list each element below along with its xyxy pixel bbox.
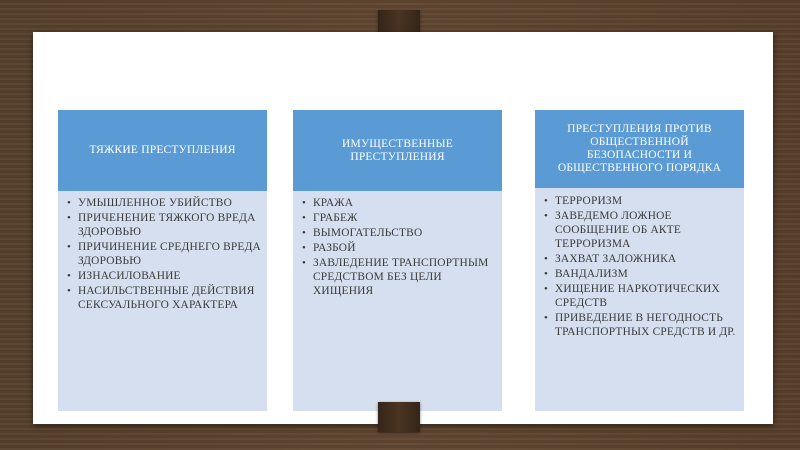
bullet-icon: • [544, 195, 549, 207]
list-item [541, 267, 738, 281]
bullet-icon: • [67, 197, 72, 209]
crime-list [299, 196, 496, 298]
list-item-text: ЗАВЕДЕМО ЛОЖНОЕ СООБЩЕНИЕ ОБ АКТЕ ТЕРРОРИЗМА [555, 210, 682, 250]
tape-bottom [378, 402, 420, 432]
list-item-text: ХИЩЕНИЕ НАРКОТИЧЕСКИХ СРЕДСТВ [555, 283, 720, 309]
bullet-icon: • [302, 227, 307, 239]
slide [33, 32, 773, 424]
list-item-text: ВЫМОГАТЕЛЬСТВО [313, 227, 423, 239]
list-item [541, 282, 738, 310]
list-item-text: КРАЖА [313, 197, 354, 209]
bullet-icon: • [302, 257, 307, 269]
list-item [299, 196, 496, 210]
list-item-text: ЗАВЛЕДЕНИЕ ТРАНСПОРТНЫМ СРЕДСТВОМ БЕЗ ЦЕЛИ ХИЩЕНИЯ [313, 257, 489, 297]
bullet-icon: • [302, 212, 307, 224]
bullet-icon: • [67, 241, 72, 253]
list-item [299, 226, 496, 240]
list-item [541, 194, 738, 208]
bullet-icon: • [544, 312, 549, 324]
list-item [299, 241, 496, 255]
bullet-icon: • [544, 283, 549, 295]
list-item-text: РАЗБОЙ [313, 242, 356, 254]
list-item-text: НАСИЛЬСТВЕННЫЕ ДЕЙСТВИЯ СЕКСУАЛЬНОГО ХАРАКТЕРА [78, 285, 255, 311]
bullet-icon: • [302, 197, 307, 209]
list-item-text: ПРИЧИНЕНИЕ СРЕДНЕГО ВРЕДА ЗДОРОВЬЮ [78, 241, 261, 267]
bullet-icon: • [67, 285, 72, 297]
column-header: ТЯЖКИЕ ПРЕСТУПЛЕНИЯ [58, 110, 267, 191]
column-body [58, 190, 267, 411]
list-item [64, 269, 261, 283]
list-item [299, 256, 496, 298]
column-body [293, 190, 502, 411]
list-item-text: ГРАБЕЖ [313, 212, 358, 224]
bullet-icon: • [302, 242, 307, 254]
list-item [541, 209, 738, 251]
list-item [541, 252, 738, 266]
column-header: ПРЕСТУПЛЕНИЯ ПРОТИВ ОБЩЕСТВЕННОЙ БЕЗОПАСНОСТИ И ОБЩЕСТВЕННОГО ПОРЯДКА [535, 110, 744, 188]
column-header: ИМУЩЕСТВЕННЫЕ ПРЕСТУПЛЕНИЯ [293, 110, 502, 191]
list-item [64, 211, 261, 239]
column-body [535, 188, 744, 411]
list-item [299, 211, 496, 225]
list-item [64, 284, 261, 312]
bullet-icon: • [67, 212, 72, 224]
list-item-text: ПРИВЕДЕНИЕ В НЕГОДНОСТЬ ТРАНСПОРТНЫХ СРЕДСТВ И ДР. [555, 312, 736, 338]
list-item-text: ПРИЧЕНЕНИЕ ТЯЖКОГО ВРЕДА ЗДОРОВЬЮ [78, 212, 256, 238]
list-item-text: УМЫШЛЕННОЕ УБИЙСТВО [78, 197, 233, 209]
bullet-icon: • [67, 270, 72, 282]
list-item [64, 240, 261, 268]
bullet-icon: • [544, 253, 549, 265]
list-item-text: ИЗНАСИЛОВАНИЕ [78, 270, 181, 282]
list-item [541, 311, 738, 339]
crime-list [64, 196, 261, 312]
list-item-text: ВАНДАЛИЗМ [555, 268, 628, 280]
bullet-icon: • [544, 268, 549, 280]
list-item-text: ЗАХВАТ ЗАЛОЖНИКА [555, 253, 677, 265]
bullet-icon: • [544, 210, 549, 222]
list-item-text: ТЕРРОРИЗМ [555, 195, 623, 207]
crime-list [541, 194, 738, 339]
list-item [64, 196, 261, 210]
